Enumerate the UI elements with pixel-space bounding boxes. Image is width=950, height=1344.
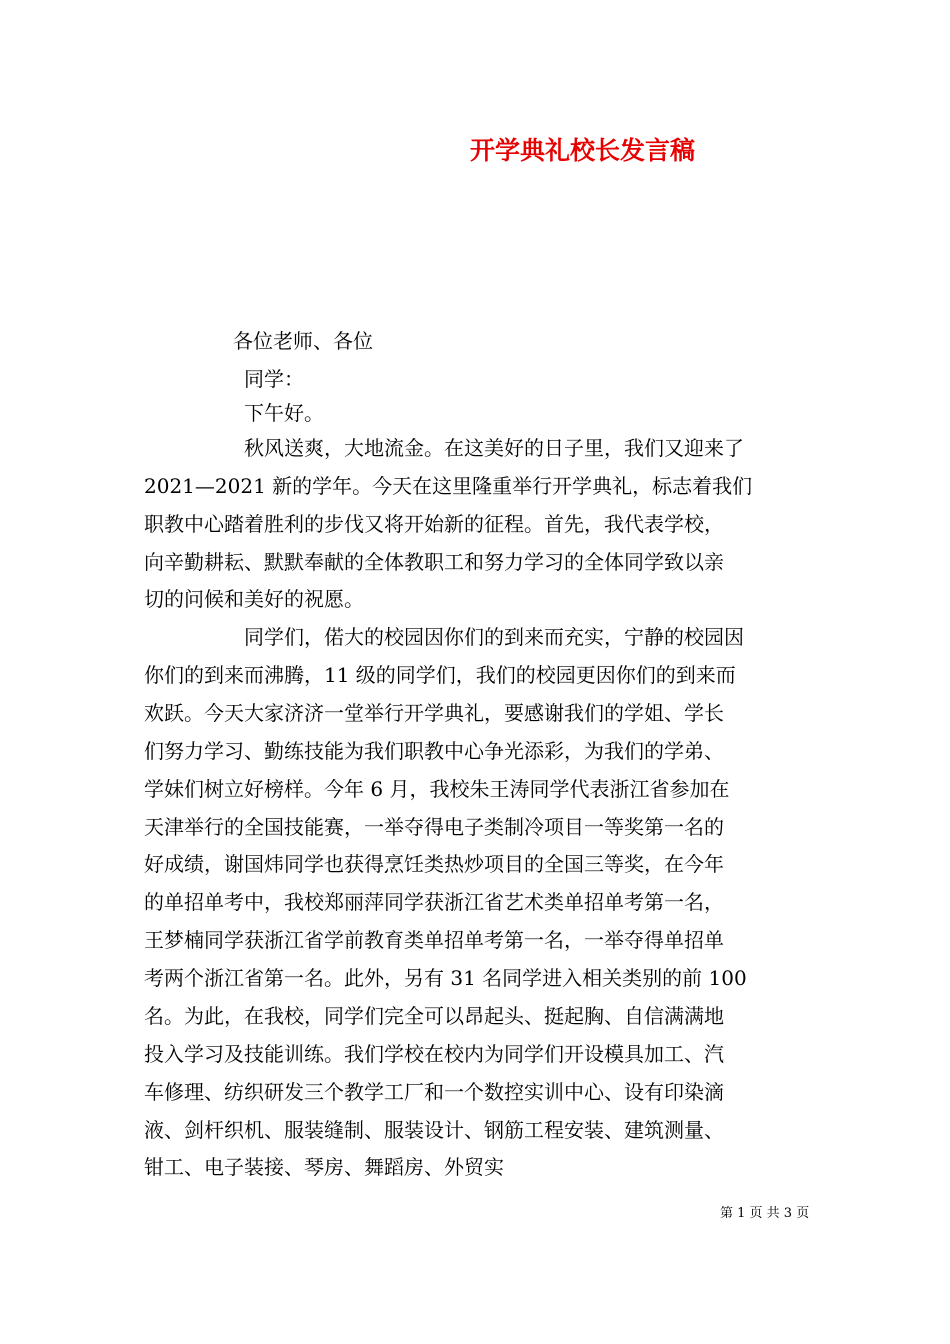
paragraph-2-line: 考两个浙江省第一名。此外，另有 31 名同学进入相关类别的前 100 xyxy=(144,966,747,990)
paragraph-1-line: 秋风送爽，大地流金。在这美好的日子里，我们又迎来了 xyxy=(244,436,744,460)
paragraph-1-line: 切的问候和美好的祝愿。 xyxy=(144,587,364,611)
paragraph-2-line: 名。为此，在我校，同学们完全可以昂起头、挺起胸、自信满满地 xyxy=(144,1004,724,1028)
paragraph-2-line: 王梦楠同学获浙江省学前教育类单招单考第一名，一举夺得单招单 xyxy=(144,928,724,952)
paragraph-2-line: 你们的到来而沸腾，11 级的同学们，我们的校园更因你们的到来而 xyxy=(144,663,736,687)
document-title: 开学典礼校长发言稿 xyxy=(470,136,696,165)
greeting-line: 下午好。 xyxy=(244,401,324,425)
paragraph-2-line: 液、剑杆织机、服装缝制、服装设计、钢筋工程安装、建筑测量、 xyxy=(144,1118,724,1142)
paragraph-1-line: 职教中心踏着胜利的步伐又将开始新的征程。首先，我代表学校， xyxy=(144,512,724,536)
paragraph-2-line: 好成绩，谢国炜同学也获得烹饪类热炒项目的全国三等奖，在今年 xyxy=(144,852,724,876)
paragraph-2-line: 车修理、纺织研发三个教学工厂和一个数控实训中心、设有印染滴 xyxy=(144,1080,724,1104)
paragraph-2-line: 天津举行的全国技能赛，一举夺得电子类制冷项目一等奖第一名的 xyxy=(144,815,724,839)
paragraph-1-line: 2021—2021 新的学年。今天在这里隆重举行开学典礼，标志着我们 xyxy=(144,474,753,498)
paragraph-1-line: 向辛勤耕耘、默默奉献的全体教职工和努力学习的全体同学致以亲 xyxy=(144,550,724,574)
paragraph-2-line: 同学们，偌大的校园因你们的到来而充实，宁静的校园因 xyxy=(244,625,744,649)
paragraph-2-line: 的单招单考中，我校郑丽萍同学获浙江省艺术类单招单考第一名， xyxy=(144,890,724,914)
paragraph-2-line: 钳工、电子装接、琴房、舞蹈房、外贸实 xyxy=(144,1155,504,1179)
salutation-line-2: 同学： xyxy=(244,367,304,391)
paragraph-2-line: 投入学习及技能训练。我们学校在校内为同学们开设模具加工、汽 xyxy=(144,1042,724,1066)
paragraph-2-line: 欢跃。今天大家济济一堂举行开学典礼，要感谢我们的学姐、学长 xyxy=(144,701,724,725)
paragraph-2-line: 们努力学习、勤练技能为我们职教中心争光添彩，为我们的学弟、 xyxy=(144,739,724,763)
salutation-line-1: 各位老师、各位 xyxy=(233,329,373,353)
paragraph-2-line: 学妹们树立好榜样。今年 6 月，我校朱王涛同学代表浙江省参加在 xyxy=(144,777,730,801)
page-number-footer: 第 1 页 共 3 页 xyxy=(720,1206,810,1221)
